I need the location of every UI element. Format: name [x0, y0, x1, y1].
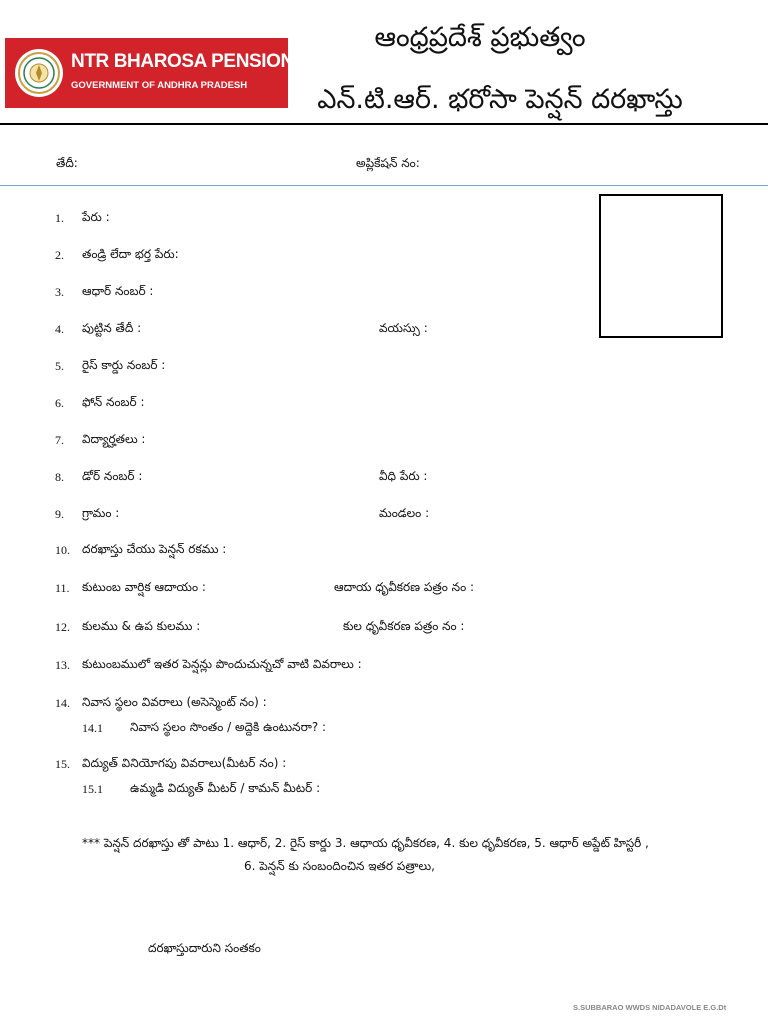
ap-emblem-icon — [14, 48, 64, 98]
field-number: 5. — [55, 359, 64, 373]
field-pension-type: దరఖాస్తు చేయు పెన్షన్ రకము : — [82, 542, 227, 556]
subfield-common-meter: ఉమ్మడి విద్యుత్ మీటర్ / కామన్ మీటర్ : — [130, 781, 321, 795]
field-other-pensions: కుటుంబములో ఇతర పెన్షన్లు పొందుచున్నచో వాటి వివరాలు : — [82, 657, 362, 671]
applicant-signature-label: దరఖాస్తుదారుని సంతకం — [148, 941, 261, 955]
field-mandal: మండలం : — [379, 506, 430, 520]
logo-subtitle: GOVERNMENT OF ANDHRA PRADESH — [71, 80, 248, 91]
field-street-name: వీధి పేరు : — [379, 469, 428, 483]
field-rice-card: రైస్ కార్డు నంబర్ : — [82, 358, 166, 372]
subfield-number: 14.1 — [82, 721, 103, 735]
field-number: 11. — [55, 581, 70, 595]
meta-divider — [0, 185, 768, 186]
field-number: 13. — [55, 658, 70, 672]
field-number: 14. — [55, 696, 70, 710]
field-residence-details: నివాస స్థలం వివరాలు (అసెస్మెంట్ నం) : — [82, 695, 267, 709]
field-income-certificate-no: ఆదాయ ధృవీకరణ పత్రం నం : — [334, 580, 475, 594]
field-number: 1. — [55, 211, 64, 225]
field-caste-certificate-no: కుల ధృవీకరణ పత్రం నం : — [343, 619, 465, 633]
scheme-logo — [5, 38, 378, 108]
form-title: ఎన్.టి.ఆర్. భరోసా పెన్షన్ దరఖాస్తు — [317, 84, 683, 115]
field-number: 3. — [55, 285, 64, 299]
documents-note-line-1: *** పెన్షన్ దరఖాస్తు తో పాటు 1. ఆధార్, 2. రైస్ కార్డు 3. ఆధాయ ధృవీకరణ, 4. కుల ధృవీకరణ, 5. ఆధార్ అప్డేట్ హిస్టరీ , — [82, 836, 649, 850]
date-label: తేదీ: — [56, 156, 78, 170]
subfield-own-or-rent: నివాస స్థలం సొంతం / అద్దెకి ఉంటునరా? : — [130, 720, 327, 734]
field-education: విద్యార్హతలు : — [82, 432, 146, 446]
field-number: 10. — [55, 543, 70, 557]
field-caste: కులము & ఉప కులము : — [82, 619, 201, 633]
field-number: 12. — [55, 620, 70, 634]
field-number: 6. — [55, 396, 64, 410]
field-number: 4. — [55, 322, 64, 336]
field-name: పేరు : — [82, 210, 110, 224]
field-aadhaar: ఆధార్ నంబర్ : — [82, 284, 154, 298]
field-village: గ్రామం : — [82, 506, 120, 520]
application-no-label: అప్లికేషన్ నం: — [356, 156, 420, 170]
field-door-number: డోర్ నంబర్ : — [82, 469, 143, 483]
field-phone: ఫోన్ నంబర్ : — [82, 395, 145, 409]
field-number: 7. — [55, 433, 64, 447]
field-father-husband-name: తండ్రి లేదా భర్త పేరు: — [82, 247, 179, 261]
documents-note-line-2: 6. పెన్షన్ కు సంబందించిన ఇతర పత్రాలు, — [244, 859, 435, 873]
field-number: 2. — [55, 248, 64, 262]
field-number: 9. — [55, 507, 64, 521]
photo-box — [599, 194, 723, 338]
state-title: ఆంధ్రప్రదేశ్ ప్రభుత్వం — [374, 22, 586, 53]
footer-credit: S.SUBBARAO WWDS NIDADAVOLE E.G.Dt — [573, 1003, 727, 1012]
field-age: వయస్సు : — [379, 321, 428, 335]
field-dob: పుట్టిన తేదీ : — [82, 321, 142, 335]
field-number: 15. — [55, 757, 70, 771]
field-electricity-details: విద్యుత్ వినియోగపు వివరాలు(మీటర్ నం) : — [82, 756, 287, 770]
header-divider — [0, 123, 768, 125]
field-annual-income: కుటుంబ వార్షిక ఆదాయం : — [82, 580, 206, 594]
field-number: 8. — [55, 470, 64, 484]
logo-title: NTR BHAROSA PENSION SCHEME — [71, 51, 378, 72]
subfield-number: 15.1 — [82, 782, 103, 796]
